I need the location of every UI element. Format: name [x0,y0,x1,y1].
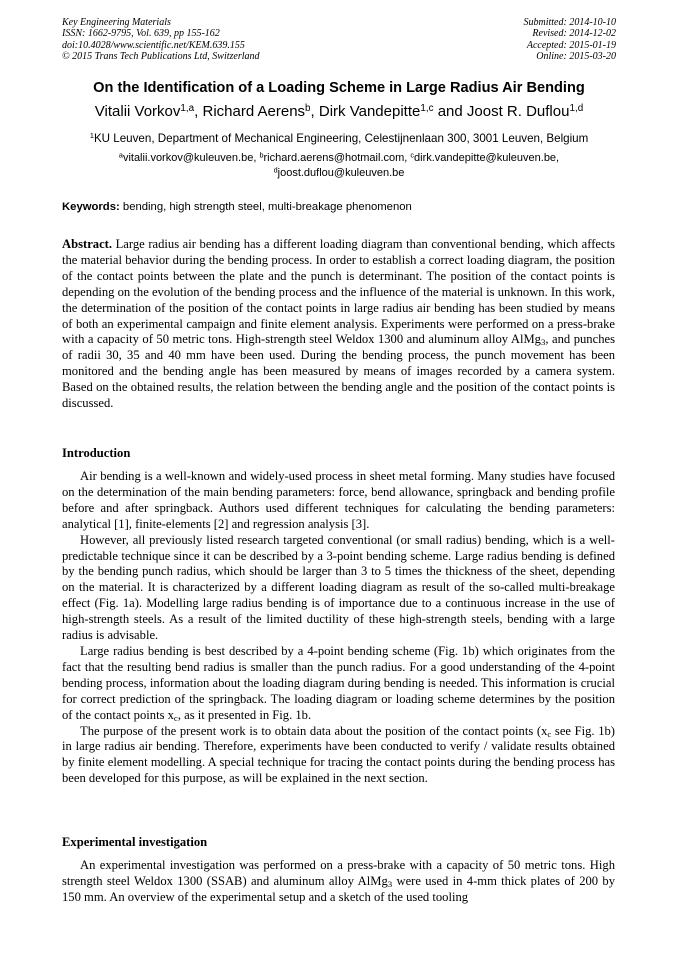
doi-line: doi:10.4028/www.scientific.net/KEM.639.155 [62,39,245,51]
author-emails [62,151,616,180]
paragraph-text: see Fig. 1b) in large radius air bending. Therefore, experiments have been conducted to verify / validate results obtained by finite element modelling. A special technique for tracing the contact points during the bending process has been developed for this purpose, as will be explained in the next section. [62,723,615,786]
paragraph-text: Large radius bending is best described by a 4-point bending scheme (Fig. 1b) which originates from the fact that the resulting bend radius is smaller than the punch radius. For a good understanding of the 4-point bending process, information about the loading diagram during bending is needed. This information is crucial for correct prediction of the springback. The loading diagram or loading scheme determines by the position of the contact points x [62,643,615,722]
submitted-date: Submitted: 2014-10-10 [523,17,616,28]
author-separator: , [194,103,203,120]
author-affil-mark: 1,c [420,103,434,115]
subscript: 3 [540,337,546,348]
affiliation [62,132,616,145]
author-name: Joost R. Duflou [466,103,570,120]
keywords [62,201,616,213]
email-address[interactable]: vitalii.vorkov@kuleuven.be, [122,152,260,164]
email-address[interactable]: dirk.vandepitte@kuleuven.be, [414,152,560,164]
experimental-body [62,858,615,906]
subscript: c [173,712,178,723]
abstract-text: , and punches of radii 30, 35 and 40 mm have been used. During the bending process, the punch movement has been monitored and the bending angle has been measured by means of images recorded by a camera system. Based on the obtained results, the relation between the bending angle and the position of the contact points is discussed. [62,332,615,411]
issn-line: ISSN: 1662-9795, Vol. 639, pp 155-162 [62,28,220,40]
accepted-date: Accepted: 2015-01-19 [526,39,616,51]
keywords-text: bending, high strength steel, multi-breakage phenomenon [122,201,412,213]
abstract-label: Abstract. [62,237,113,251]
paragraph [62,644,615,724]
paper-title: On the Identification of a Loading Scheme in Large Radius Air Bending [93,80,585,96]
publication-dates [524,17,617,63]
author-affil-mark: 1,d [569,103,584,115]
subscript: c [547,728,552,739]
author-list [62,103,616,120]
paragraph-text: The purpose of the present work is to obtain data about the position of the contact points (x [80,723,548,738]
abstract [62,237,615,412]
paragraph-text: , as it presented in Fig. 1b. [177,707,312,722]
online-date: Online: 2015-03-20 [536,51,616,63]
revised-date: Revised: 2014-12-02 [532,28,616,40]
subscript: 3 [387,878,393,889]
email-mark: a [118,150,123,160]
email-mark: d [273,164,278,174]
section-heading-experimental: Experimental investigation [62,835,208,849]
paragraph-text: were used in 4-mm thick plates of 200 by 150 mm. An overview of the experimental setup and a sketch of the used tooling [62,873,615,904]
email-line [62,151,616,166]
introduction-body [62,469,615,787]
email-mark: b [259,150,264,160]
author-affil-mark: 1,a [180,103,195,115]
affiliation-mark: 1 [89,131,94,141]
affiliation-text: KU Leuven, Department of Mechanical Engineering, Celestijnenlaan 300, 3001 Leuven, Belgium [93,132,589,145]
journal-info [62,17,260,63]
abstract-paragraph [62,237,615,412]
paragraph: However, all previously listed research targeted conventional (or small radius) bending, which is a well-predictable technique since it can be described by a 3-point bending scheme. Large radius bending is defined by the bending punch radius, which should be larger than 3 to 5 times the thickness of the sheet, depending on the material. It is characterized by a different loading diagram as result of the so-called multi-breakage effect (Fig. 1a). Modelling large radius bending is of importance due to a continuous increase in the use of high-strength steels. As a result of the limited ductility of these high-strength steels, bending with a large radius is advisable. [62,532,615,643]
paragraph: Air bending is a well-known and widely-used process in sheet metal forming. Many studies have focused on the determination of the main bending parameters: force, bend allowance, springback and bending profile before and after springback. Authors used different techniques for calculating the bending parameters: analytical [1], finite-elements [2] and regression analysis [3]. [62,469,615,531]
email-line [62,166,616,181]
email-address[interactable]: richard.aerens@hotmail.com, [263,152,411,164]
author-name: Vitalii Vorkov [94,103,181,120]
copyright-line: © 2015 Trans Tech Publications Ltd, Switzerland [62,51,260,63]
author-separator: and [433,103,467,120]
author-separator: , [310,103,319,120]
author-name: Richard Aerens [202,103,306,120]
section-heading-introduction: Introduction [62,446,131,460]
paragraph-text: An experimental investigation was performed on a press-brake with a capacity of 50 metric tons. High strength steel Weldox 1300 (SSAB) and aluminum alloy AlMg [62,858,615,888]
keywords-label: Keywords: [62,201,120,213]
abstract-text: Large radius air bending has a different loading diagram than conventional bending, which affects the material behavior during the bending process. In order to establish a correct loading diagram, the position of the contact points between the plate and the punch is determinant. The position of the contact points is depending on the evolution of the bending process and the influence of the material is unknown. In this work, the determination of the position of the contact points in large radius air bending has been studied by means of both an experimental campaign and finite element analysis. Experiments were performed on a press-brake with a capacity of 50 metric tons. High-strength steel Weldox 1300 and aluminum alloy AlMg [62,237,616,347]
journal-name: Key Engineering Materials [62,17,171,28]
email-mark: c [410,150,415,160]
paragraph [62,858,615,906]
email-address[interactable]: joost.duflou@kuleuven.be [277,166,405,179]
author-name: Dirk Vandepitte [318,103,421,120]
paragraph [62,724,615,788]
author-affil-mark: b [305,103,311,115]
